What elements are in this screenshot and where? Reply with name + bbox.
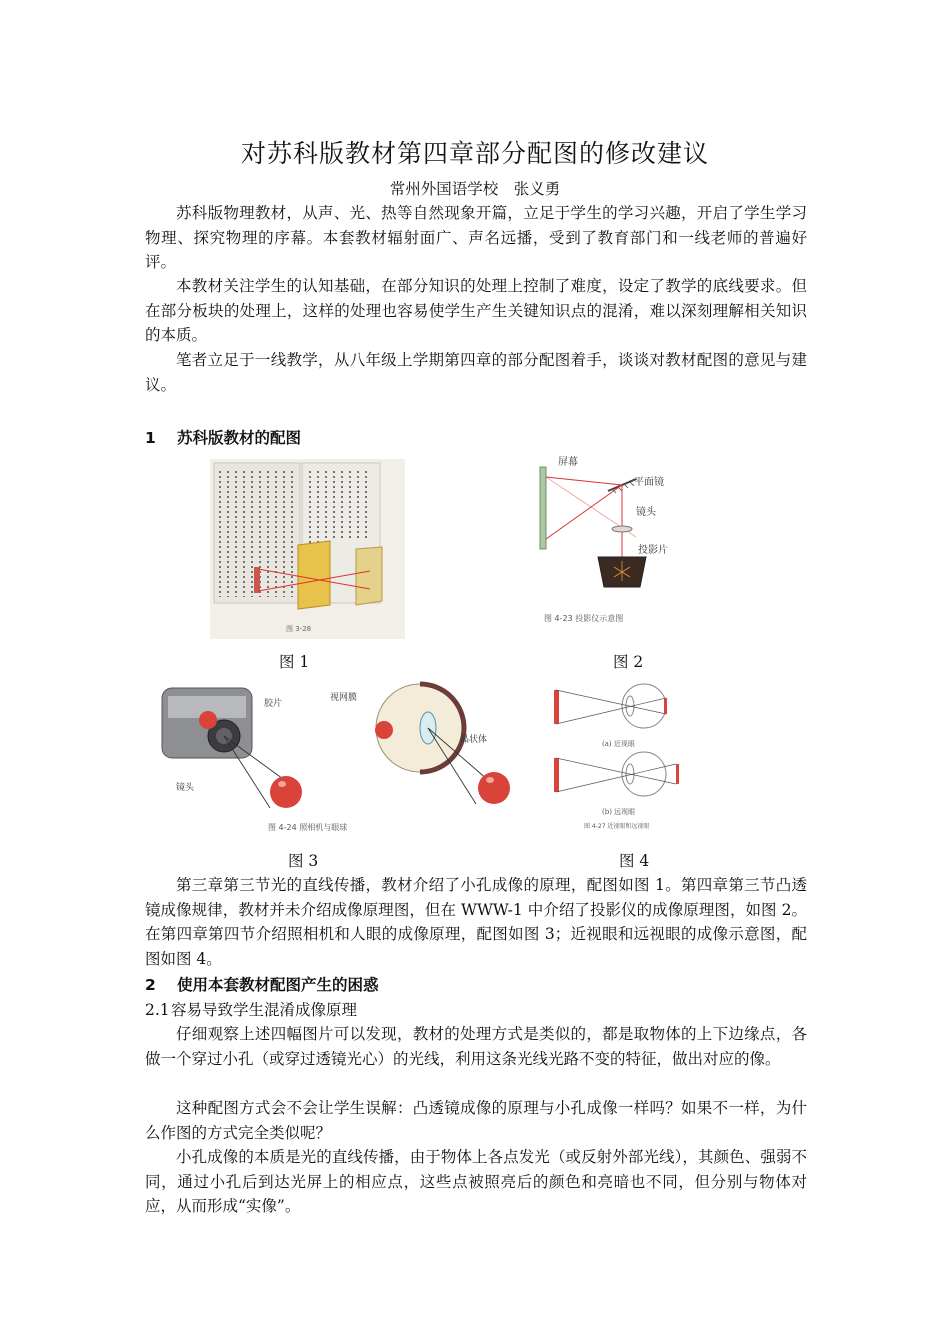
figure-3-retina-label: 视网膜 — [330, 693, 358, 703]
figure-2-mirror-label: 平面镜 — [634, 477, 664, 488]
section-2-paragraph-1: 仔细观察上述四幅图片可以发现，教材的处理方式是类似的，都是取物体的上下边缘点，各做一个穿过小孔（或穿过透镜光心）的光线，利用这条光线光路不变的特征，做出对应的像。 — [145, 1025, 807, 1068]
section-number: 1 — [145, 429, 156, 447]
section-1-heading — [145, 426, 301, 448]
figure-4-myopia-label: (a) 近视眼 — [602, 740, 635, 748]
figure-4-image — [546, 682, 696, 834]
section-2-1-heading — [145, 998, 357, 1020]
figures-description-paragraph: 第三章第三节光的直线传播，教材介绍了小孔成像的原理，配图如图 1。第四章第三节凸透镜成像规律，教材并未介绍成像原理图，但在 WWW-1 中介绍了投影仪的成像原理图，如图 2。在第四章第四节介绍照相机和人眼的成像原理，配图如图 3；近视眼和远视眼的成像示意图，配图如图 4。 — [145, 876, 807, 968]
figure-2-screen-label: 屏幕 — [558, 457, 578, 468]
figure-2-inner-label: 图 4-23 投影仪示意图 — [544, 614, 624, 623]
section-2-paragraph-3: 小孔成像的本质是光的直线传播，由于物体上各点发光（或反射外部光线），其颜色、强弱不同，通过小孔后到达光屏上的相应点，这些点被照亮后的颜色和亮暗也不同，但分别与物体对应，从而形成“实像”。 — [145, 1148, 807, 1216]
figure-2-slide-label: 投影片 — [638, 545, 668, 556]
intro-paragraph-1: 苏科版物理教材，从声、光、热等自然现象开篇，立足于学生的学习兴趣，开启了学生学习物理、探究物理的序幕。本套教材辐射面广、声名远播，受到了教育部门和一线老师的普遍好评。 — [145, 204, 807, 272]
figure-1-caption: 图 1 — [279, 653, 310, 671]
section-title: 苏科版教材的配图 — [177, 429, 302, 447]
intro-paragraph-3: 笔者立足于一线教学，从八年级上学期第四章的部分配图着手，谈谈对教材配图的意见与建议。 — [145, 351, 807, 394]
figure-4-hyperopia-label: (b) 远视眼 — [602, 808, 636, 816]
document-title: 对苏科版教材第四章部分配图的修改建议 — [240, 139, 709, 168]
figure-3-image — [158, 680, 536, 840]
figure-3-caption: 图 3 — [288, 852, 319, 870]
figure-3-inner-label: 图 4-24 照相机与眼球 — [268, 823, 348, 832]
section-2-heading — [145, 973, 379, 995]
intro-paragraph-2: 本教材关注学生的认知基础，在部分知识的处理上控制了难度，设定了教学的底线要求。但在部分板块的处理上，这样的处理也容易使学生产生关键知识点的混淆，难以深刻理解相关知识的本质。 — [145, 277, 807, 345]
author-line: 常州外国语学校 张义勇 — [389, 180, 561, 198]
figure-4-inner-label: 图 4-27 近视眼和远视眼 — [584, 823, 650, 830]
figure-3-crystalline-label: 晶状体 — [460, 735, 488, 745]
subsection-number: 2.1 — [145, 1001, 170, 1019]
figure-2-image — [524, 449, 684, 634]
figure-1-image — [210, 459, 405, 639]
figure-1-inner-label: 图 3-28 — [286, 625, 312, 633]
figure-2-lens-label: 镜头 — [636, 507, 656, 518]
section-2-paragraph-2: 这种配图方式会不会让学生误解：凸透镜成像的原理与小孔成像一样吗？如果不一样，为什么作图的方式完全类似呢？ — [145, 1099, 807, 1142]
figure-2-caption: 图 2 — [613, 653, 644, 671]
section-number: 2 — [145, 976, 156, 994]
section-title: 使用本套教材配图产生的困惑 — [177, 976, 379, 994]
figure-4-caption: 图 4 — [619, 852, 650, 870]
figure-3-film-label: 胶片 — [264, 699, 283, 709]
figure-3-lens-label: 镜头 — [176, 783, 195, 793]
subsection-title: 容易导致学生混淆成像原理 — [171, 1001, 358, 1019]
